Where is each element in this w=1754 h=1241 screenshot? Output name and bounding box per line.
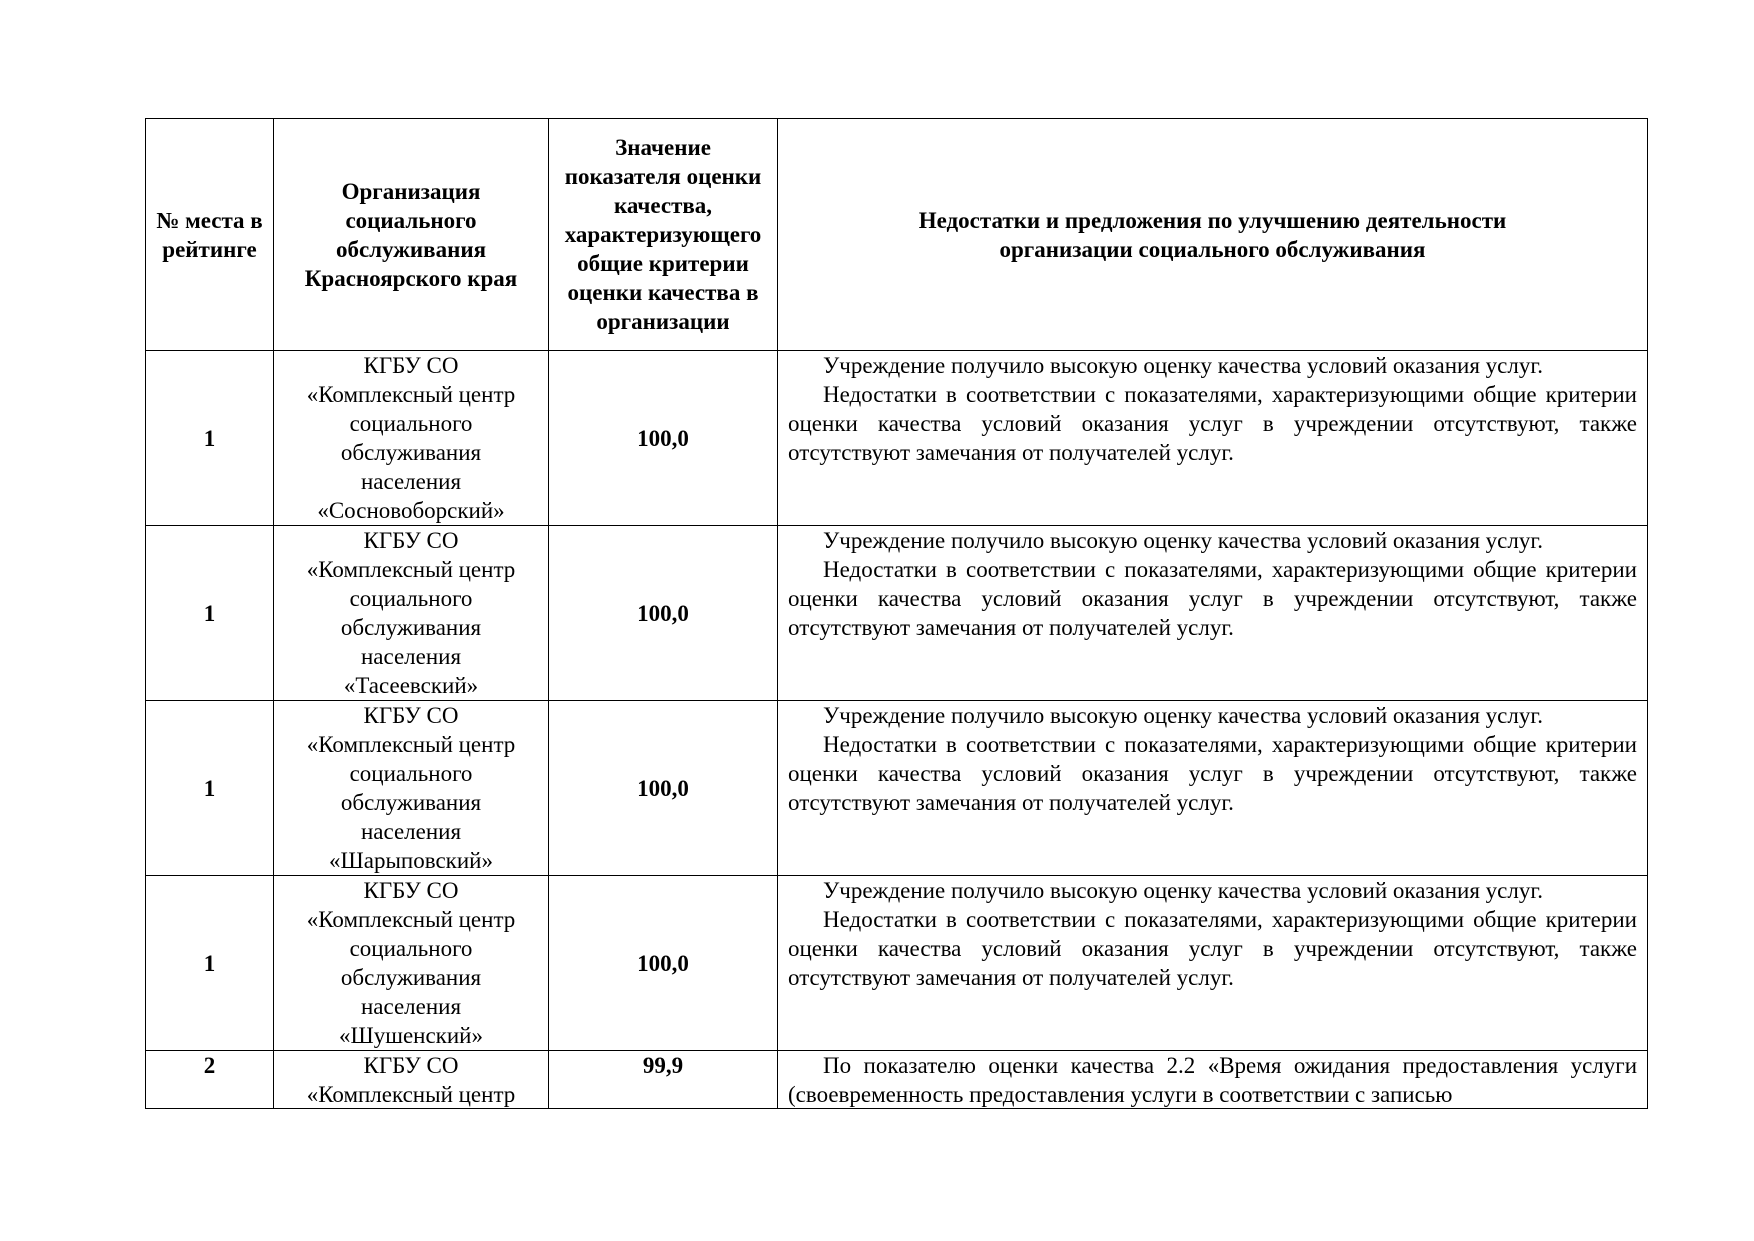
note-paragraph: Недостатки в соответствии с показателями, характеризующими общие критерии оценки качества условий оказания услуг в учреждении отсутствуют, также отсутствуют замечания от получателей услуг. <box>788 907 1637 990</box>
table-row <box>146 351 1648 526</box>
organization-cell <box>274 526 549 701</box>
org-line: «Комплексный центр <box>306 557 516 582</box>
header-rank: № места в рейтинге <box>146 119 274 351</box>
org-line: социального <box>349 761 473 786</box>
org-line: «Комплексный центр <box>306 907 516 932</box>
org-line: населения <box>360 644 462 669</box>
notes-cell <box>778 1051 1648 1109</box>
score-cell: 99,9 <box>549 1051 778 1109</box>
note-paragraph: Недостатки в соответствии с показателями, характеризующими общие критерии оценки качества условий оказания услуг в учреждении отсутствуют, также отсутствуют замечания от получателей услуг. <box>788 557 1637 640</box>
note-paragraph: Учреждение получило высокую оценку качества условий оказания услуг. <box>823 528 1543 553</box>
header-notes-text: Недостатки и предложения по улучшению деятельности организации социального обслуживания <box>918 207 1507 262</box>
org-line: населения <box>360 819 462 844</box>
note-text <box>788 1051 1637 1107</box>
note-paragraph: Недостатки в соответствии с показателями, характеризующими общие критерии оценки качества условий оказания услуг в учреждении отсутствуют, также отсутствуют замечания от получателей услуг. <box>788 732 1637 815</box>
table-row <box>146 1051 1648 1109</box>
org-line: населения <box>360 994 462 1019</box>
org-text <box>284 1051 538 1107</box>
org-line: обслуживания <box>340 790 482 815</box>
org-line: населения <box>360 469 462 494</box>
notes-cell <box>778 526 1648 701</box>
org-line: КГБУ СО <box>363 703 459 728</box>
org-line: социального <box>349 936 473 961</box>
note-paragraph: Учреждение получило высокую оценку качества условий оказания услуг. <box>823 703 1543 728</box>
org-line: КГБУ СО <box>363 878 459 903</box>
org-line: КГБУ СО <box>363 353 459 378</box>
org-line: социального <box>349 411 473 436</box>
org-line: обслуживания <box>340 440 482 465</box>
org-line: «Комплексный центр <box>306 1082 516 1107</box>
table-row <box>146 701 1648 876</box>
score-cell: 100,0 <box>549 701 778 876</box>
score-cell: 100,0 <box>549 351 778 526</box>
org-line: КГБУ СО <box>363 1053 459 1078</box>
org-line: «Шарыповский» <box>329 848 493 873</box>
org-line: социального <box>349 586 473 611</box>
table-header-row <box>146 119 1648 351</box>
org-line: «Шушенский» <box>339 1023 483 1048</box>
org-line: «Сосновоборский» <box>317 498 505 523</box>
table-row <box>146 876 1648 1051</box>
rank-cell: 2 <box>146 1051 274 1109</box>
organization-cell <box>274 351 549 526</box>
header-score: Значение показателя оценки качества, характеризующего общие критерии оценки качества в организации <box>549 119 778 351</box>
org-line: «Комплексный центр <box>306 382 516 407</box>
rank-cell: 1 <box>146 701 274 876</box>
rating-table <box>145 118 1648 1109</box>
header-notes <box>778 119 1648 351</box>
organization-cell <box>274 876 549 1051</box>
org-line: КГБУ СО <box>363 528 459 553</box>
note-paragraph: Недостатки в соответствии с показателями, характеризующими общие критерии оценки качества условий оказания услуг в учреждении отсутствуют, также отсутствуют замечания от получателей услуг. <box>788 382 1637 465</box>
org-line: «Тасеевский» <box>343 673 479 698</box>
note-paragraph: Учреждение получило высокую оценку качества условий оказания услуг. <box>823 353 1543 378</box>
org-line: обслуживания <box>340 965 482 990</box>
notes-cell <box>778 701 1648 876</box>
table-row <box>146 526 1648 701</box>
score-cell: 100,0 <box>549 876 778 1051</box>
org-line: обслуживания <box>340 615 482 640</box>
header-organization: Организация социального обслуживания Красноярского края <box>274 119 549 351</box>
org-line: «Комплексный центр <box>306 732 516 757</box>
notes-cell <box>778 876 1648 1051</box>
rank-cell: 1 <box>146 526 274 701</box>
note-paragraph: Учреждение получило высокую оценку качества условий оказания услуг. <box>823 878 1543 903</box>
notes-cell <box>778 351 1648 526</box>
organization-cell <box>274 701 549 876</box>
rank-cell: 1 <box>146 351 274 526</box>
organization-cell <box>274 1051 549 1109</box>
note-paragraph: По показателю оценки качества 2.2 «Время ожидания предоставления услуги (своевременность предоставления услуги в соответствии с записью <box>788 1053 1637 1107</box>
score-cell: 100,0 <box>549 526 778 701</box>
rank-cell: 1 <box>146 876 274 1051</box>
